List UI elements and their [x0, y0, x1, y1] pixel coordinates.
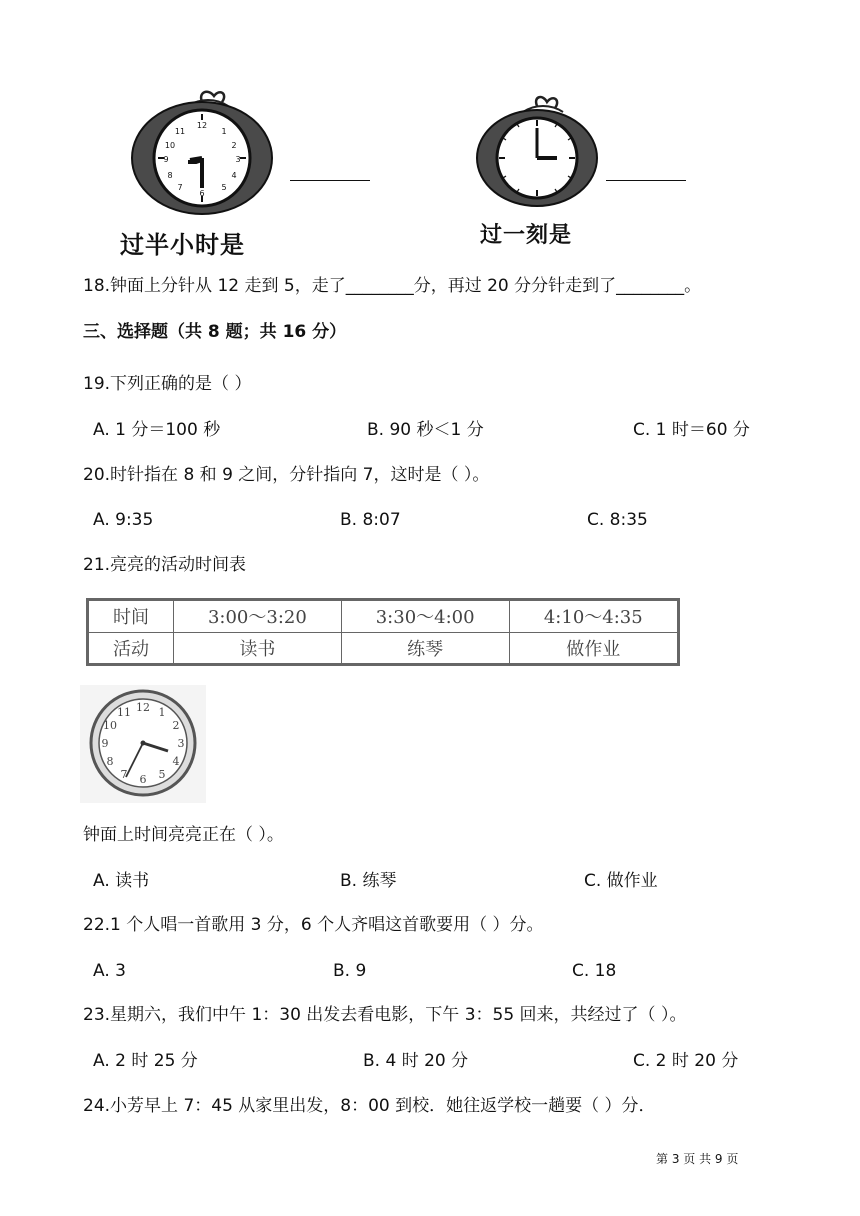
q21-option-b[interactable]: B. 练琴 [340, 871, 397, 891]
q19-option-a[interactable]: A. 1 分＝100 秒 [93, 420, 221, 440]
svg-text:11: 11 [174, 127, 186, 136]
question-22: 22.1 个人唱一首歌用 3 分，6 个人齐唱这首歌要用（ ）分。 [83, 915, 544, 935]
svg-text:5: 5 [221, 183, 227, 192]
table-cell: 3:00～3:20 [174, 600, 342, 633]
q19-option-b[interactable]: B. 90 秒＜1 分 [367, 420, 484, 440]
question-21: 21.亮亮的活动时间表 [83, 555, 247, 575]
question-24: 24.小芳早上 7：45 从家里出发，8：00 到校．她往返学校一趟要（ ）分． [83, 1096, 656, 1116]
table-cell: 做作业 [509, 632, 678, 665]
q23-option-a[interactable]: A. 2 时 25 分 [93, 1051, 198, 1071]
answer-blank-1[interactable] [290, 180, 370, 181]
clock-number: 6 [139, 773, 147, 786]
q20-option-c[interactable]: C. 8:35 [587, 510, 648, 530]
page-number: 第 3 页 共 9 页 [656, 1152, 739, 1166]
answer-blank-2[interactable] [606, 180, 686, 181]
clock-number: 7 [120, 768, 128, 781]
clock2-caption: 过一刻是 [480, 223, 573, 248]
q23-option-c[interactable]: C. 2 时 20 分 [633, 1051, 739, 1071]
svg-text:1: 1 [221, 127, 227, 136]
table-row [88, 632, 679, 665]
clock-number: 9 [101, 737, 109, 750]
question-20: 20.时针指在 8 和 9 之间，分针指向 7，这时是（ ）。 [83, 465, 490, 485]
q22-option-b[interactable]: B. 9 [333, 961, 367, 981]
analog-clock-figure [80, 685, 206, 803]
q21-option-a[interactable]: A. 读书 [93, 871, 150, 891]
svg-text:3: 3 [235, 155, 241, 164]
tomato-clock-figure-2 [475, 92, 605, 208]
q23-option-b[interactable]: B. 4 时 20 分 [363, 1051, 469, 1071]
clock-number: 12 [136, 701, 150, 714]
clock-number: 2 [172, 719, 180, 732]
q20-option-a[interactable]: A. 9:35 [93, 510, 154, 530]
table-cell: 时间 [88, 600, 174, 633]
clock-number: 10 [103, 719, 117, 732]
svg-text:10: 10 [164, 141, 176, 150]
question-18: 18.钟面上分针从 12 走到 5，走了________分，再过 20 分分针走到了________。 [83, 276, 702, 296]
clock-number: 4 [172, 755, 180, 768]
table-cell: 3:30～4:00 [341, 600, 509, 633]
q22-option-a[interactable]: A. 3 [93, 961, 126, 981]
clock-number: 8 [106, 755, 114, 768]
clock1-caption: 过半小时是 [120, 231, 245, 259]
svg-text:6: 6 [199, 189, 205, 198]
activity-schedule-table [86, 598, 680, 666]
table-cell: 练琴 [341, 632, 509, 665]
question-21-prompt: 钟面上时间亮亮正在（ ）。 [83, 825, 284, 845]
clock-number: 11 [117, 706, 131, 719]
clock-number: 5 [158, 768, 166, 781]
q20-option-b[interactable]: B. 8:07 [340, 510, 401, 530]
q21-option-c[interactable]: C. 做作业 [584, 871, 658, 891]
q19-option-c[interactable]: C. 1 时＝60 分 [633, 420, 750, 440]
question-19: 19.下列正确的是（ ） [83, 374, 252, 394]
table-row [88, 600, 679, 633]
table-cell: 活动 [88, 632, 174, 665]
question-23: 23.星期六，我们中午 1：30 出发去看电影，下午 3：55 回来，共经过了（ ）。 [83, 1005, 687, 1025]
section-3-heading: 三、选择题（共 8 题；共 16 分） [83, 322, 347, 342]
table-cell: 4:10～4:35 [509, 600, 678, 633]
clock-number: 3 [177, 737, 185, 750]
svg-text:7: 7 [177, 183, 183, 192]
q22-option-c[interactable]: C. 18 [572, 961, 617, 981]
svg-text:8: 8 [167, 171, 173, 180]
tomato-clock-figure-1 [130, 84, 280, 216]
svg-text:9: 9 [163, 155, 169, 164]
svg-text:2: 2 [231, 141, 237, 150]
table-cell: 读书 [174, 632, 342, 665]
svg-text:4: 4 [231, 171, 237, 180]
svg-text:12: 12 [196, 121, 208, 130]
clock-number: 1 [158, 706, 166, 719]
